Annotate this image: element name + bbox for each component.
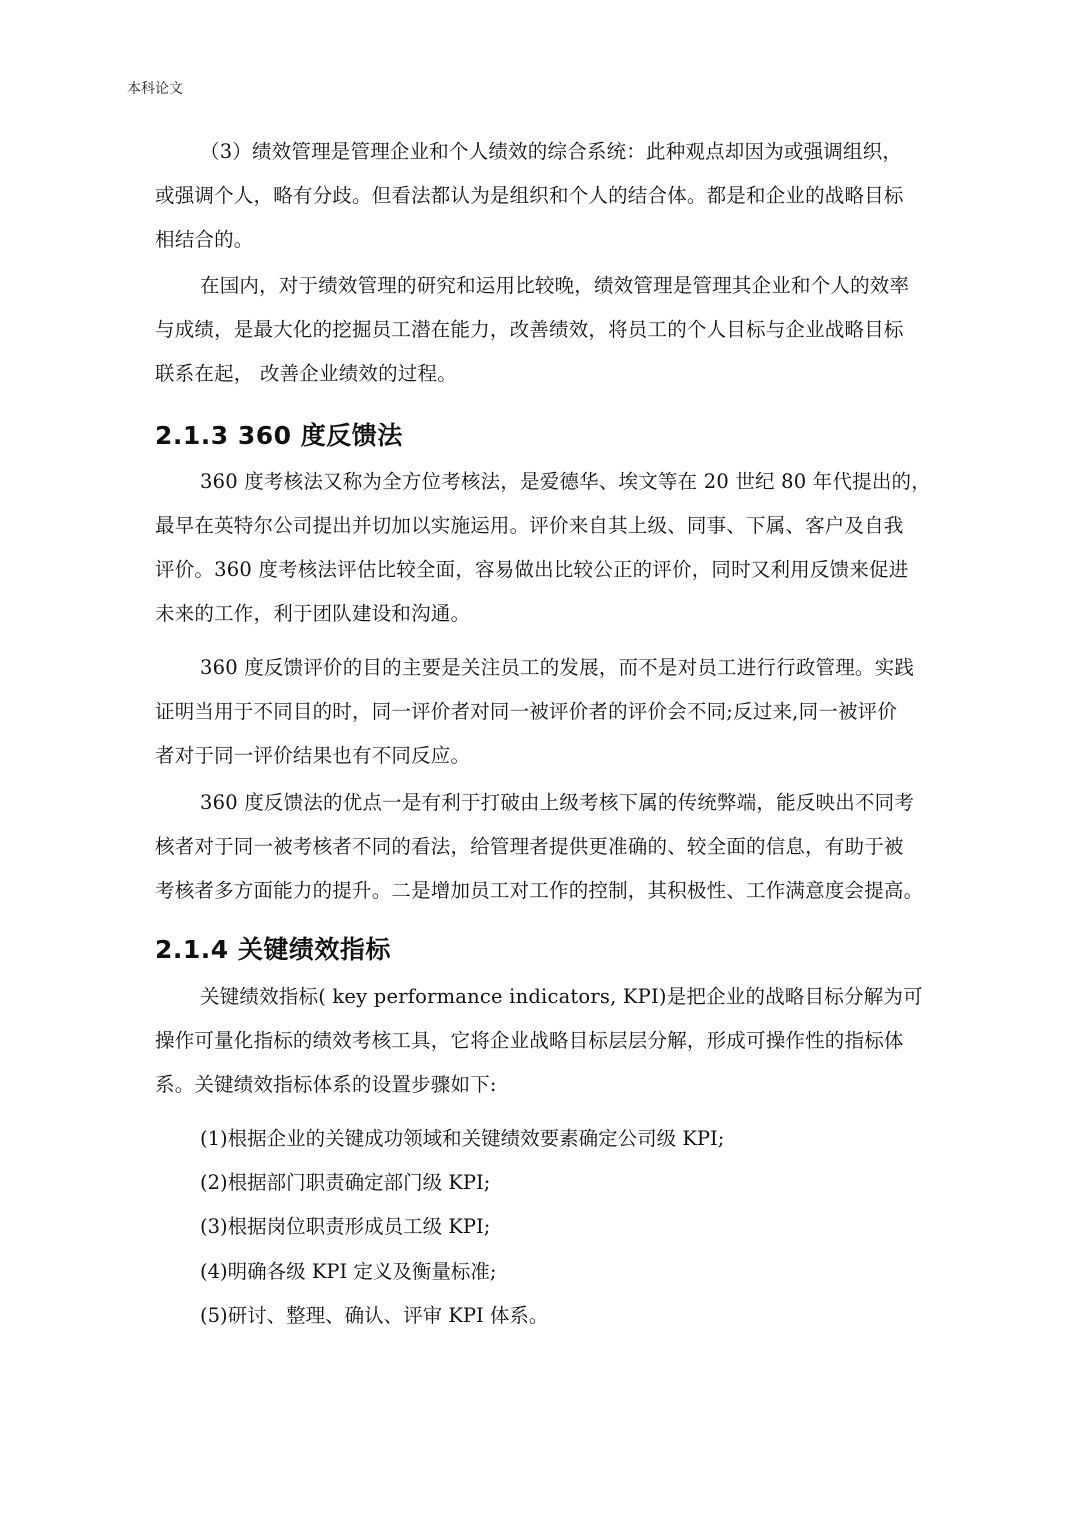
- text-line: 在国内，对于绩效管理的研究和运用比较晚，绩效管理是管理其企业和个人的效率: [200, 274, 910, 297]
- text-line: 相结合的。: [155, 228, 254, 251]
- text-line: 评价。360 度考核法评估比较全面，容易做出比较公正的评价，同时又利用反馈来促进: [155, 558, 909, 581]
- text-line: 关键绩效指标( key performance indicators, KPI)是把企业的战略目标分解为可: [200, 985, 923, 1008]
- text-line: 360 度反馈法的优点一是有利于打破由上级考核下属的传统弊端，能反映出不同考: [200, 791, 915, 814]
- text-line: 操作可量化指标的绩效考核工具，它将企业战略目标层层分解，形成可操作性的指标体: [155, 1029, 904, 1052]
- paragraph-kpi-intro: [155, 975, 977, 1107]
- text-line: 者对于同一评价结果也有不同反应。: [155, 744, 471, 767]
- text-line: 360 度反馈评价的目的主要是关注员工的发展，而不是对员工进行行政管理。实践: [200, 656, 915, 679]
- paragraph-360-advantages: [155, 781, 977, 913]
- text-line: 或强调个人，略有分歧。但看法都认为是组织和个人的结合体。都是和企业的战略目标: [155, 184, 904, 207]
- text-line: （3）绩效管理是管理企业和个人绩效的综合系统：此种观点却因为或强调组织，: [200, 140, 903, 163]
- text-line: 360 度考核法又称为全方位考核法，是爱德华、埃文等在 20 世纪 80 年代提出的，: [200, 470, 931, 493]
- text-line: 联系在起， 改善企业绩效的过程。: [155, 362, 457, 385]
- text-line: 考核者多方面能力的提升。二是增加员工对工作的控制，其积极性、工作满意度会提高。: [155, 879, 924, 902]
- paragraph-performance-system: [155, 130, 977, 262]
- kpi-step-1: (1)根据企业的关键成功领域和关键绩效要素确定公司级 KPI;: [200, 1127, 725, 1150]
- paragraph-360-purpose: [155, 646, 977, 778]
- text-line: 证明当用于不同目的时，同一评价者对同一被评价者的评价会不同;反过来,同一被评价: [155, 700, 898, 723]
- paragraph-360-intro: [155, 460, 977, 636]
- text-line: 系。关键绩效指标体系的设置步骤如下:: [155, 1073, 497, 1096]
- text-line: 最早在英特尔公司提出并切加以实施运用。评价来自其上级、同事、下属、客户及自我: [155, 514, 904, 537]
- section-heading-2-1-4: 2.1.4 关键绩效指标: [155, 935, 391, 964]
- running-header: 本科论文: [127, 81, 183, 97]
- kpi-step-4: (4)明确各级 KPI 定义及衡量标准;: [200, 1260, 497, 1283]
- section-heading-2-1-3: 2.1.3 360 度反馈法: [155, 421, 403, 450]
- text-line: 核者对于同一被考核者不同的看法，给管理者提供更准确的、较全面的信息，有助于被: [155, 835, 904, 858]
- kpi-step-2: (2)根据部门职责确定部门级 KPI;: [200, 1171, 491, 1194]
- paragraph-domestic-research: [155, 264, 977, 396]
- kpi-step-5: (5)研讨、整理、确认、评审 KPI 体系。: [200, 1304, 549, 1327]
- text-line: 与成绩，是最大化的挖掘员工潜在能力，改善绩效，将员工的个人目标与企业战略目标: [155, 318, 904, 341]
- kpi-step-3: (3)根据岗位职责形成员工级 KPI;: [200, 1215, 491, 1238]
- text-line: 未来的工作，利于团队建设和沟通。: [155, 602, 471, 625]
